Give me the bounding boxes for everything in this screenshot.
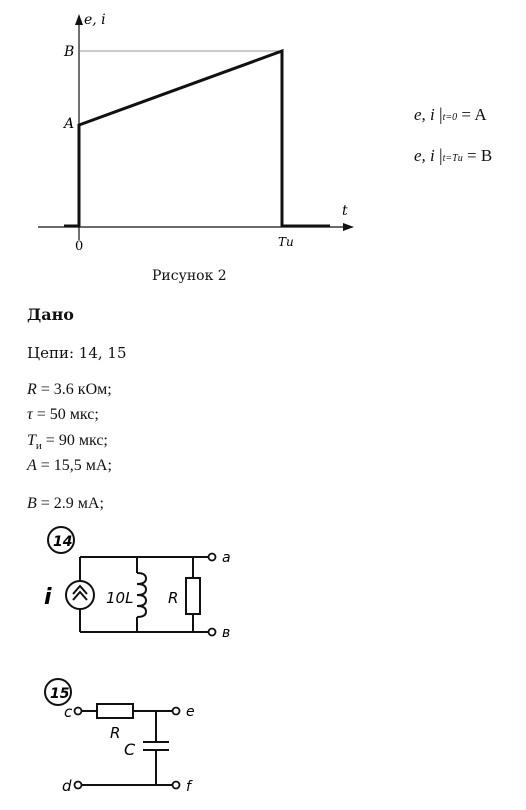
circuits-list: Цепи: 14, 15 bbox=[27, 344, 127, 362]
current-source-icon bbox=[66, 581, 94, 609]
source-label: i bbox=[44, 585, 52, 610]
given-heading: Дано bbox=[27, 305, 74, 324]
circuit-15-number-circle bbox=[45, 679, 71, 705]
condition-tu-subscript: t=Tи bbox=[442, 153, 463, 164]
terminal-d-label: d bbox=[62, 777, 72, 795]
terminal-e-icon bbox=[173, 708, 180, 715]
figure-caption: Рисунок 2 bbox=[152, 268, 227, 284]
terminal-a-label: a bbox=[222, 550, 231, 566]
terminal-f-icon bbox=[173, 782, 180, 789]
capacitor-label: C bbox=[124, 740, 136, 759]
condition-t0-prefix: e, i bbox=[414, 105, 435, 124]
condition-tu-prefix: e, i bbox=[414, 146, 435, 165]
level-b-label: B bbox=[64, 44, 75, 60]
param-t: $T_и = 90$ мкс; bbox=[27, 432, 108, 453]
inductor-label: 10L bbox=[106, 589, 134, 607]
param-a: A = 15,5 мА; bbox=[27, 457, 112, 474]
condition-tu-value: = B bbox=[466, 146, 493, 165]
resistor-label: R bbox=[168, 589, 179, 607]
param-r: R = 3.6 кОм; bbox=[27, 381, 112, 398]
condition-t0: e, i |t=0 = A bbox=[414, 104, 487, 124]
resistor-15-label: R bbox=[110, 724, 121, 742]
circuit-14-number: 14 bbox=[53, 534, 73, 550]
condition-t0-value: = A bbox=[461, 105, 487, 124]
y-axis-arrow bbox=[75, 14, 83, 25]
inductor-icon bbox=[137, 573, 146, 617]
param-b: B = 2.9 мА; bbox=[27, 495, 104, 512]
x-axis-arrow bbox=[343, 223, 354, 231]
pulse-waveform bbox=[64, 51, 330, 226]
terminal-c-icon bbox=[75, 708, 82, 715]
circuit-14-number-circle bbox=[48, 527, 74, 553]
pulse-end-label: Tи bbox=[278, 235, 294, 249]
circuit-15-number: 15 bbox=[50, 686, 70, 702]
resistor-icon bbox=[186, 578, 200, 614]
origin-label: 0 bbox=[75, 239, 84, 254]
resistor-15-icon bbox=[97, 704, 133, 718]
level-a-label: A bbox=[64, 116, 75, 132]
x-axis-label: t bbox=[342, 203, 348, 219]
param-tau: τ = 50 мкс; bbox=[27, 406, 99, 423]
terminal-a-icon bbox=[209, 554, 216, 561]
terminal-f-label: f bbox=[186, 779, 191, 795]
terminal-c-label: c bbox=[64, 703, 73, 721]
condition-tu: e, i |t=Tи = B bbox=[414, 145, 493, 165]
condition-t0-subscript: t=0 bbox=[442, 112, 458, 123]
terminal-b-label: в bbox=[222, 625, 231, 641]
terminal-d-icon bbox=[75, 782, 82, 789]
terminal-e-label: e bbox=[186, 704, 195, 720]
terminal-b-icon bbox=[209, 629, 216, 636]
y-axis-label: e, i bbox=[84, 12, 106, 28]
